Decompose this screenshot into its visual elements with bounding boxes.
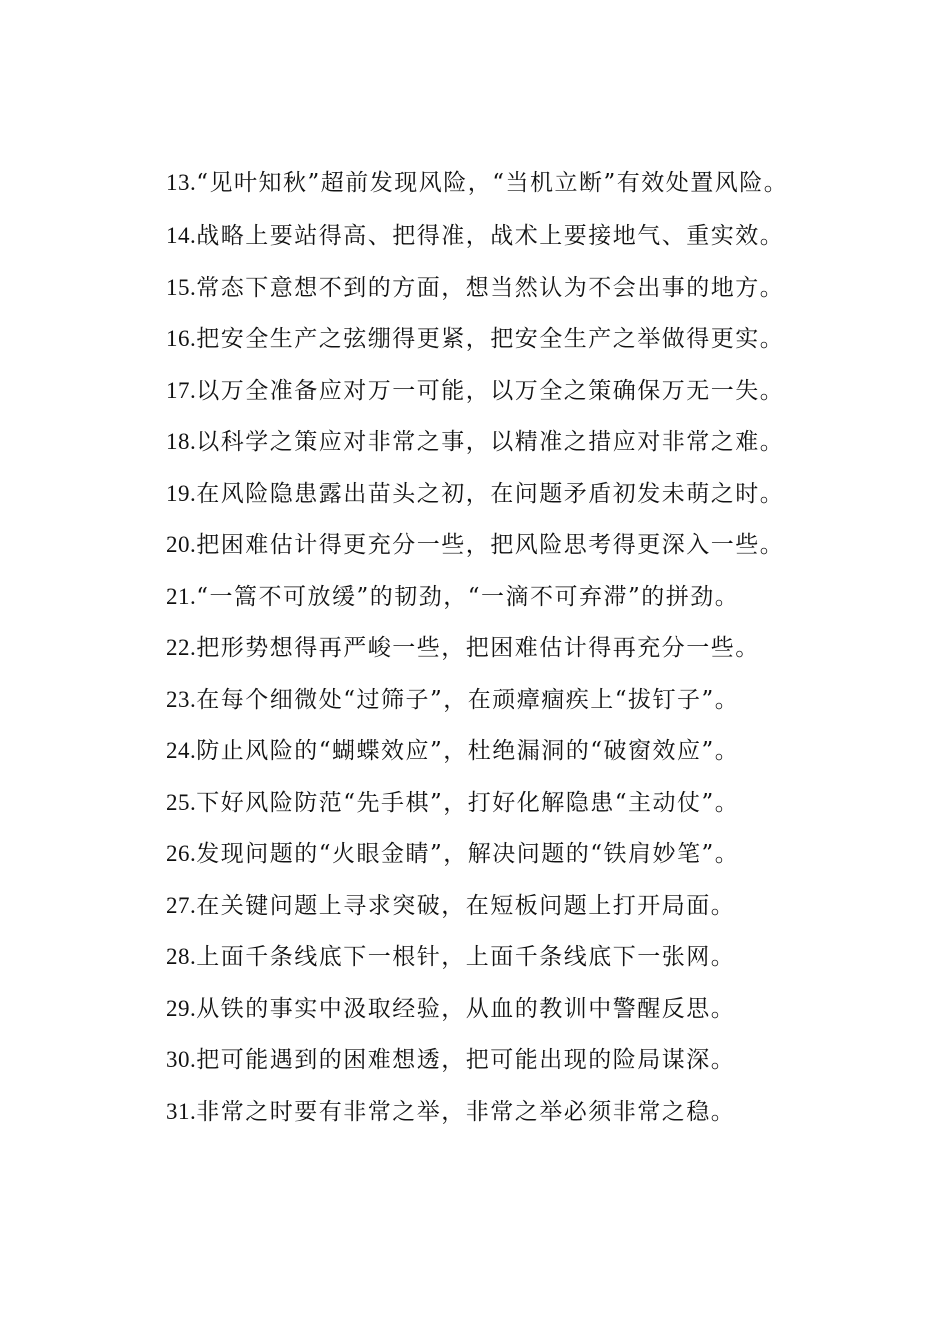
list-item (130, 631, 830, 665)
item-text: 以科学之策应对非常之事，以精准之措应对非常之难。 (196, 429, 785, 455)
item-text: 以万全准备应对万一可能，以万全之策确保万无一失。 (196, 377, 785, 404)
item-number: 28. (166, 944, 197, 969)
list-item (130, 219, 830, 253)
list-item (130, 1043, 830, 1077)
item-text: “一篙不可放缓”的韧劲，“一滴不可弃滞”的拼劲。 (196, 583, 740, 610)
item-text: “见叶知秋”超前发现风险，“当机立断”有效处置风险。 (196, 170, 789, 196)
list-item (130, 889, 830, 923)
item-number: 26. (166, 841, 197, 866)
item-number: 16. (166, 326, 197, 351)
item-number: 18. (166, 429, 197, 454)
item-text: 上面千条线底下一根针，上面千条线底下一张网。 (196, 944, 736, 970)
item-number: 15. (166, 274, 197, 300)
item-number: 29. (166, 995, 197, 1021)
list-item (130, 837, 830, 871)
item-number: 31. (166, 1098, 197, 1124)
item-text: 把可能遇到的困难想透，把可能出现的险局谋深。 (196, 1047, 736, 1073)
item-number: 13. (166, 170, 197, 195)
item-number: 27. (166, 892, 197, 918)
list-item (130, 374, 830, 408)
list-item (130, 786, 830, 820)
list-item (130, 683, 830, 717)
item-text: 战略上要站得高、把得准，战术上要接地气、重实效。 (196, 223, 785, 249)
list-item (130, 271, 830, 305)
item-text: 从铁的事实中汲取经验，从血的教训中警醒反思。 (196, 995, 736, 1022)
item-text: 在风险隐患露出苗头之初，在问题矛盾初发未萌之时。 (196, 480, 785, 507)
list-item (130, 734, 830, 768)
document-body (130, 166, 830, 1146)
item-text: 把形势想得再严峻一些，把困难估计得再充分一些。 (196, 635, 760, 661)
item-text: 发现问题的“火眼金睛”，解决问题的“铁肩妙笔”。 (196, 841, 740, 867)
item-text: 把安全生产之弦绷得更紧，把安全生产之举做得更实。 (196, 326, 785, 352)
list-item (130, 1095, 830, 1129)
item-text: 防止风险的“蝴蝶效应”，杜绝漏洞的“破窗效应”。 (196, 738, 740, 764)
list-item (130, 166, 830, 200)
item-text: 下好风险防范“先手棋”，打好化解隐患“主动仗”。 (196, 789, 740, 816)
list-item (130, 940, 830, 974)
item-number: 24. (166, 738, 197, 763)
list-item (130, 425, 830, 459)
item-number: 14. (166, 223, 197, 248)
list-item (130, 528, 830, 562)
item-number: 20. (166, 532, 197, 557)
item-text: 把困难估计得更充分一些，把风险思考得更深入一些。 (196, 532, 785, 558)
item-text: 常态下意想不到的方面，想当然认为不会出事的地方。 (196, 274, 785, 301)
item-number: 25. (166, 789, 197, 815)
item-number: 19. (166, 480, 197, 506)
item-number: 22. (166, 635, 197, 660)
item-number: 21. (166, 583, 197, 609)
list-item (130, 322, 830, 356)
item-text: 在关键问题上寻求突破，在短板问题上打开局面。 (196, 892, 736, 919)
item-text: 在每个细微处“过筛子”，在顽瘴痼疾上“拔钉子”。 (196, 686, 740, 713)
item-text: 非常之时要有非常之举，非常之举必须非常之稳。 (196, 1098, 736, 1125)
item-number: 17. (166, 377, 197, 403)
list-item (130, 992, 830, 1026)
list-item (130, 477, 830, 511)
item-number: 30. (166, 1047, 197, 1072)
item-number: 23. (166, 686, 197, 712)
list-item (130, 580, 830, 614)
